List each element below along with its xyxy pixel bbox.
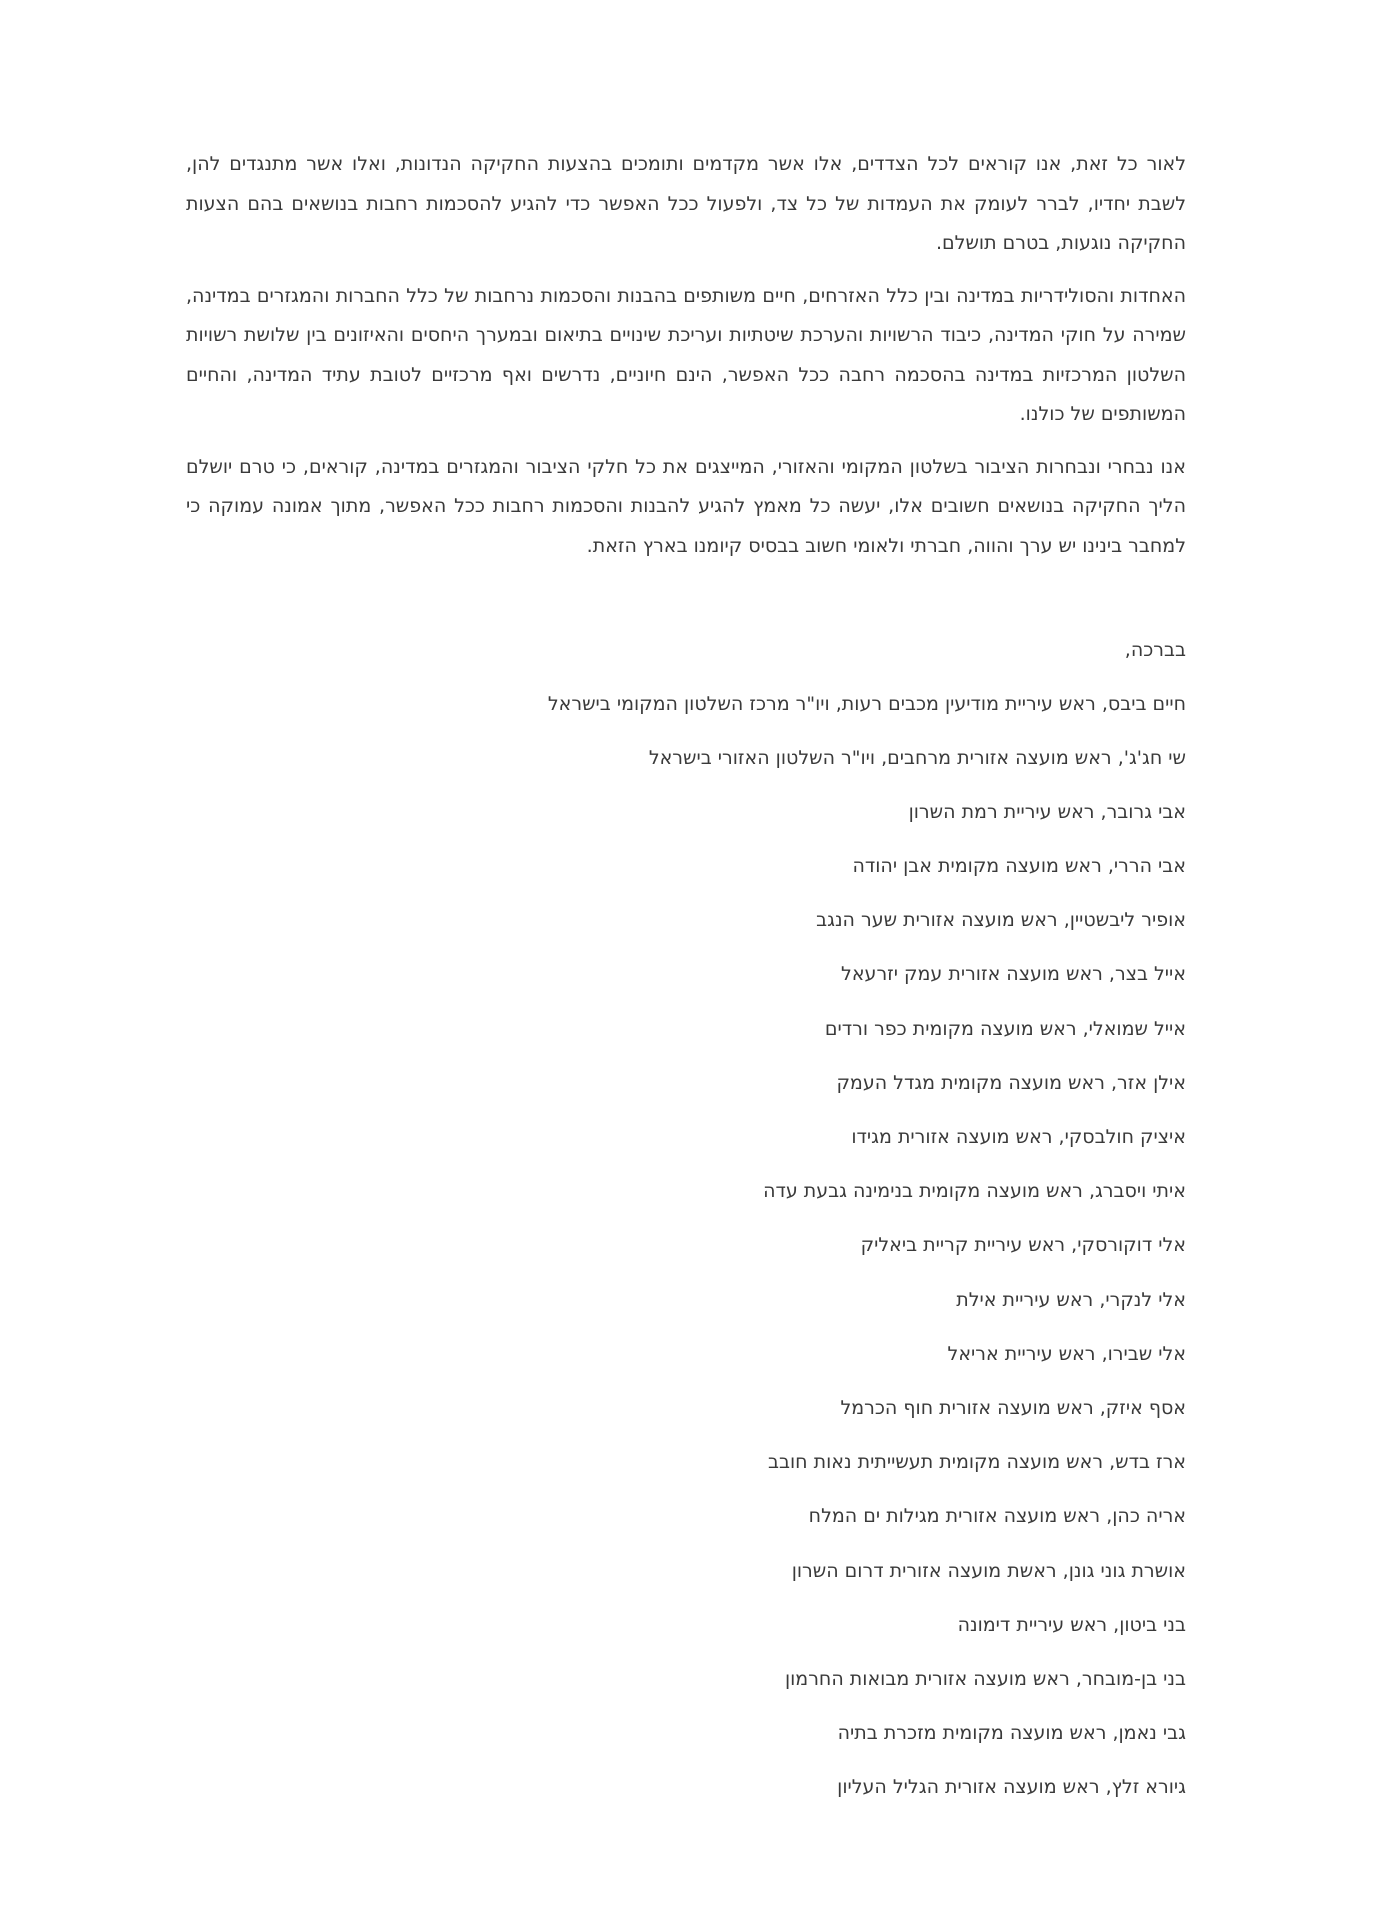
signatory: איציק חולבסקי, ראש מועצה אזורית מגידו xyxy=(851,1126,1186,1148)
signatory-list xyxy=(186,685,1186,1823)
signatory: אילן אזר, ראש מועצה מקומית מגדל העמק xyxy=(836,1071,1186,1094)
paragraph-appeal: אנו נבחרי ונבחרות הציבור בשלטון המקומי והאזורי, המייצגים את כל חלקי הציבור והמגזרים במדינה, קוראים, כי טרם יושלם הליך החקיקה בנושאים חשובים אלו, יעשה כל מאמץ להגיע להבנות והסכמות רחבות ככל האפשר, מתוך אמונה עמוקה כי למחבר בינינו יש ערך והווה, חברתי ולאומי חשוב בבסיס קיומנו בארץ הזאת. xyxy=(186,455,1186,557)
signatory: שי חג'ג', ראש מועצה אזורית מרחבים, ויו"ר השלטון האזורי בישראל xyxy=(648,746,1186,769)
signatory: אבי גרובר, ראש עיריית רמת השרון xyxy=(908,800,1186,823)
signatory: גיורא זלץ, ראש מועצה אזורית הגליל העליון xyxy=(837,1776,1186,1799)
signatory: אופיר ליבשטיין, ראש מועצה אזורית שער הנגב xyxy=(816,909,1186,932)
signatory: גבי נאמן, ראש מועצה מקומית מזכרת בתיה xyxy=(837,1722,1186,1745)
paragraph-unity: האחדות והסולידריות במדינה ובין כלל האזרחים, חיים משותפים בהבנות והסכמות נרחבות של כלל החברות והמגזרים במדינה, שמירה על חוקי המדינה, כיבוד הרשויות והערכת שיטתיות ועריכת שינויים בתיאום ובמערך היחסים והאיזונים בין שלושת רשויות השלטון המרכזיות במדינה בהסכמה רחבה ככל האפשר, הינם חיוניים, נדרשים ואף מרכזיים לטובת עתיד המדינה, והחיים המשותפים של כולנו. xyxy=(186,284,1186,425)
signatory: אריה כהן, ראש מועצה אזורית מגילות ים המלח xyxy=(808,1505,1186,1528)
signatory: אלי דוקורסקי, ראש עיריית קריית ביאליק xyxy=(860,1234,1186,1257)
paragraph-call-to-dialogue: לאור כל זאת, אנו קוראים לכל הצדדים, אלו אשר מקדמים ותומכים בהצעות החקיקה הנדונות, ואלו אשר מתנגדים להן, לשבת יחדיו, לברר לעומק את העמדות של כל צד, ולפעול ככל האפשר כדי להגיע להסכמות רחבות בנושאים בהם הצעות החקיקה נוגעות, בטרם תושלם. xyxy=(186,153,1186,254)
signatory: אלי לנקרי, ראש עיריית אילת xyxy=(956,1288,1186,1311)
signatory: אייל בצר, ראש מועצה אזורית עמק יזרעאל xyxy=(841,963,1186,986)
signatory: אייל שמואלי, ראש מועצה מקומית כפר ורדים xyxy=(824,1017,1186,1040)
signatory: איתי ויסברג, ראש מועצה מקומית בנימינה גבעת עדה xyxy=(763,1180,1186,1203)
signatory: אבי הררי, ראש מועצה מקומית אבן יהודה xyxy=(852,855,1186,878)
signatory: אסף איזק, ראש מועצה אזורית חוף הכרמל xyxy=(840,1396,1186,1419)
signatory: חיים ביבס, ראש עיריית מודיעין מכבים רעות, ויו"ר מרכז השלטון המקומי בישראל xyxy=(547,692,1186,715)
signatory: ארז בדש, ראש מועצה מקומית תעשייתית נאות חובב xyxy=(768,1451,1186,1474)
letter-body xyxy=(186,145,1186,1822)
signatory: אלי שבירו, ראש עיריית אריאל xyxy=(947,1342,1186,1365)
closing-greeting: בברכה, xyxy=(1124,639,1186,661)
signatory: אושרת גוני גונן, ראשת מועצה אזורית דרום השרון xyxy=(791,1559,1186,1582)
signatory: בני ביטון, ראש עיריית דימונה xyxy=(957,1613,1186,1636)
signatory: בני בן-מובחר, ראש מועצה אזורית מבואות החרמון xyxy=(784,1667,1186,1690)
